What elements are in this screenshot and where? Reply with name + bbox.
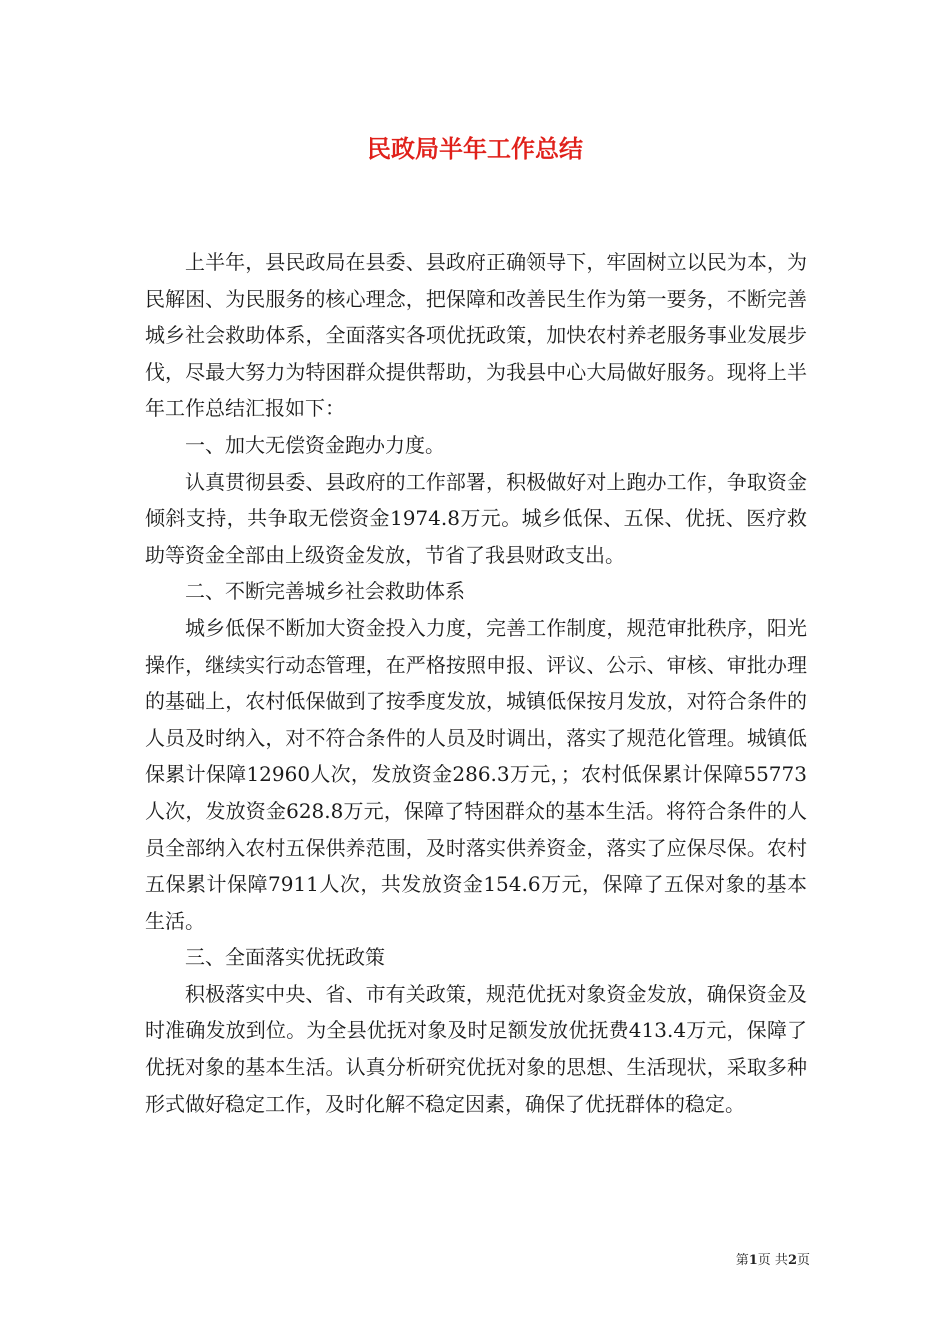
document-body — [145, 244, 807, 1122]
page-footer — [690, 1252, 810, 1270]
footer-total-pages: 2 — [787, 1253, 797, 1268]
footer-suffix: 页 — [796, 1253, 810, 1268]
document-title: 民政局半年工作总结 — [367, 134, 583, 163]
footer-current-page: 1 — [748, 1253, 758, 1268]
section-heading-2: 二、不断完善城乡社会救助体系 — [185, 579, 465, 604]
footer-middle: 页 共 — [757, 1253, 788, 1268]
section-heading-3: 三、全面落实优抚政策 — [185, 945, 385, 970]
intro-paragraph: 上半年，县民政局在县委、县政府正确领导下，牢固树立以民为本，为民解困、为民服务的核心理念，把保障和改善民生作为第一要务，不断完善城乡社会救助体系，全面落实各项优抚政策，加快农村养老服务事业发展步伐，尽最大努力为特困群众提供帮助，为我县中心大局做好服务。现将上半年工作总结汇报如下： — [145, 250, 807, 421]
section-heading-1: 一、加大无偿资金跑办力度。 — [185, 432, 445, 457]
section-paragraph-1: 认真贯彻县委、县政府的工作部署，积极做好对上跑办工作，争取资金倾斜支持，共争取无偿资金1974.8万元。城乡低保、五保、优抚、医疗救助等资金全部由上级资金发放，节省了我县财政支出。 — [145, 469, 807, 567]
section-paragraph-2: 城乡低保不断加大资金投入力度，完善工作制度，规范审批秩序，阳光操作，继续实行动态管理，在严格按照申报、评议、公示、审核、审批办理的基础上，农村低保做到了按季度发放，城镇低保按月发放，对符合条件的人员及时纳入，对不符合条件的人员及时调出，落实了规范化管理。城镇低保累计保障12960人次，发放资金286.3万元，；农村低保累计保障55773人次，发放资金628.8万元，保障了特困群众的基本生活。将符合条件的人员全部纳入农村五保供养范围，及时落实供养资金，落实了应保尽保。农村五保累计保障7911人次，共发放资金154.6万元，保障了五保对象的基本生活。 — [145, 615, 807, 933]
section-paragraph-3: 积极落实中央、省、市有关政策，规范优抚对象资金发放，确保资金及时准确发放到位。为全县优抚对象及时足额发放优抚费413.4万元，保障了优抚对象的基本生活。认真分析研究优抚对象的思想、生活现状，采取多种形式做好稳定工作，及时化解不稳定因素，确保了优抚群体的稳定。 — [145, 981, 807, 1116]
footer-prefix: 第 — [735, 1253, 749, 1268]
